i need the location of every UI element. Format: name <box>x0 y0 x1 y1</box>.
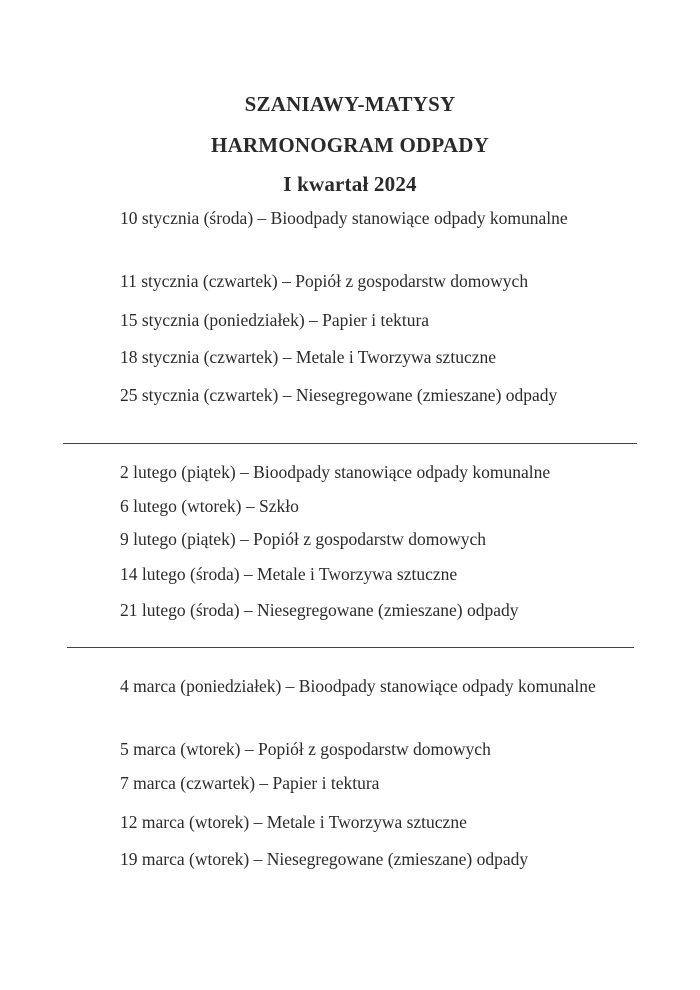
document-title: HARMONOGRAM ODPADY <box>211 133 489 157</box>
schedule-entry-january-1: 10 stycznia (środa) – Bioodpady stanowiące odpady komunalne <box>120 208 568 228</box>
schedule-entry-march-4: 12 marca (wtorek) – Metale i Tworzywa sztuczne <box>120 812 467 832</box>
schedule-entry-february-2: 6 lutego (wtorek) – Szkło <box>120 496 299 516</box>
schedule-entry-january-3: 15 stycznia (poniedziałek) – Papier i tektura <box>120 310 430 330</box>
schedule-entry-february-5: 21 lutego (środa) – Niesegregowane (zmieszane) odpady <box>120 600 519 620</box>
schedule-entry-february-1: 2 lutego (piątek) – Bioodpady stanowiące odpady komunalne <box>120 462 551 482</box>
schedule-entry-january-2: 11 stycznia (czwartek) – Popiół z gospodarstw domowych <box>120 271 529 291</box>
section-divider-2 <box>67 647 634 648</box>
schedule-entry-february-3: 9 lutego (piątek) – Popiół z gospodarstw domowych <box>120 529 486 549</box>
schedule-entry-march-3: 7 marca (czwartek) – Papier i tektura <box>120 773 380 793</box>
schedule-entry-march-1: 4 marca (poniedziałek) – Bioodpady stanowiące odpady komunalne <box>120 676 596 696</box>
schedule-entry-january-4: 18 stycznia (czwartek) – Metale i Tworzywa sztuczne <box>120 347 496 367</box>
schedule-entry-january-5: 25 stycznia (czwartek) – Niesegregowane (zmieszane) odpady <box>120 385 558 405</box>
schedule-entry-march-2: 5 marca (wtorek) – Popiół z gospodarstw domowych <box>120 739 491 759</box>
section-divider-1 <box>63 443 637 444</box>
document-period: I kwartał 2024 <box>283 172 417 196</box>
schedule-entry-march-5: 19 marca (wtorek) – Niesegregowane (zmieszane) odpady <box>120 849 529 869</box>
schedule-entry-february-4: 14 lutego (środa) – Metale i Tworzywa sztuczne <box>120 564 458 584</box>
document-place-title: SZANIAWY-MATYSY <box>244 92 456 116</box>
